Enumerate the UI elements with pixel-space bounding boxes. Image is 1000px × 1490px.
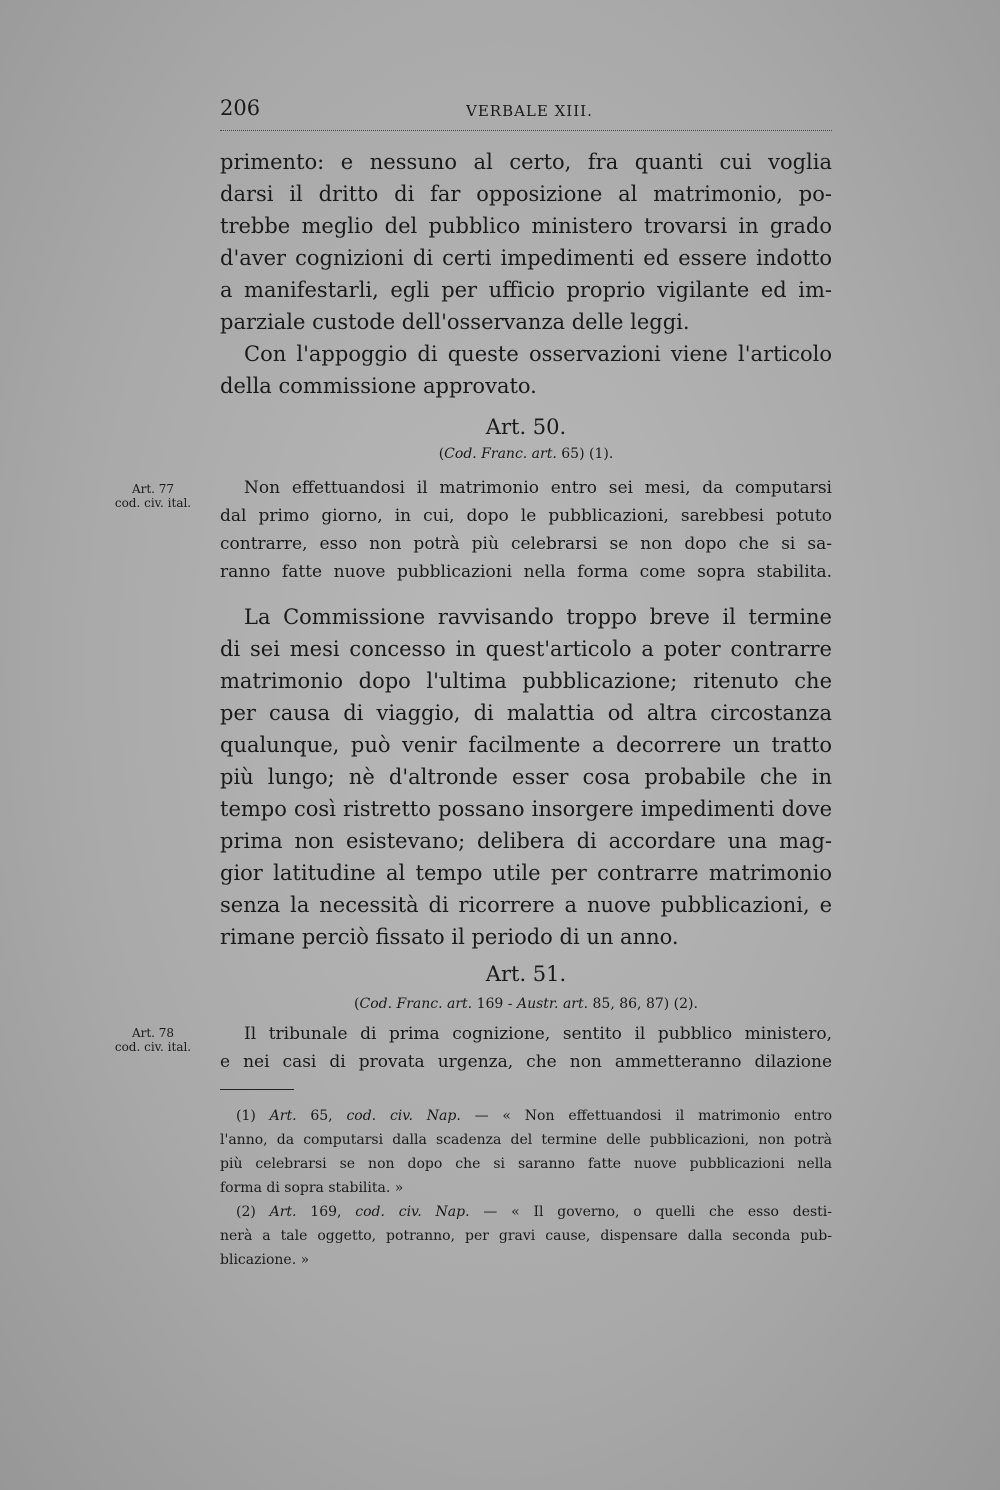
- body-line: d'aver cognizioni di certi impedimenti ed essere indotto: [220, 246, 832, 270]
- article-reference: (Cod. Franc. art. 65) (1).: [438, 446, 614, 462]
- article-text-line: dal primo giorno, in cui, dopo le pubblicazioni, sarebbesi potuto: [220, 506, 832, 526]
- article-text-line: e nei casi di provata urgenza, che non ammetteranno dilazione: [220, 1052, 832, 1072]
- footnote-line: nerà a tale oggetto, potranno, per gravi cause, dispensare dalla seconda pub-: [220, 1228, 832, 1244]
- body-line: rimane perciò fissato il periodo di un anno.: [220, 925, 679, 949]
- body-line: di sei mesi concesso in quest'articolo a poter contrarre: [220, 637, 832, 661]
- article-heading: Art. 50.: [485, 415, 567, 439]
- footnote-line: (2) Art. 169, cod. civ. Nap. — « Il governo, o quelli che esso desti-: [236, 1204, 833, 1220]
- footnote-line: (1) Art. 65, cod. civ. Nap. — « Non effettuandosi il matrimonio entro: [236, 1108, 833, 1124]
- body-line: a manifestarli, egli per ufficio proprio vigilante ed im-: [220, 278, 832, 302]
- body-line: gior latitudine al tempo utile per contrarre matrimonio: [220, 861, 832, 885]
- footnote-divider: [220, 1089, 294, 1090]
- running-title: VERBALE XIII.: [466, 102, 593, 120]
- body-line: tempo così ristretto possano insorgere impedimenti dove: [220, 797, 832, 821]
- article-text-line: Il tribunale di prima cognizione, sentito il pubblico ministero,: [244, 1024, 832, 1044]
- article-heading: Art. 51.: [485, 962, 567, 986]
- margin-note: Art. 78 cod. civ. ital.: [114, 1026, 192, 1054]
- body-line: Con l'appoggio di queste osservazioni viene l'articolo: [244, 342, 832, 366]
- body-line: più lungo; nè d'altronde esser cosa probabile che in: [220, 765, 832, 789]
- page-number: 206: [220, 96, 261, 120]
- body-line: qualunque, può venir facilmente a decorrere un tratto: [220, 733, 832, 757]
- page-header: [220, 96, 832, 131]
- body-line: parziale custode dell'osservanza delle leggi.: [220, 310, 690, 334]
- article-text-line: ranno fatte nuove pubblicazioni nella forma come sopra stabilita.: [220, 562, 832, 582]
- body-line: della commissione approvato.: [220, 374, 537, 398]
- body-line: per causa di viaggio, di malattia od altra circostanza: [220, 701, 832, 725]
- body-line: matrimonio dopo l'ultima pubblicazione; ritenuto che: [220, 669, 832, 693]
- body-line: prima non esistevano; delibera di accordare una mag-: [220, 829, 832, 853]
- footnote-line: l'anno, da computarsi dalla scadenza del termine delle pubblicazioni, non potrà: [220, 1132, 832, 1148]
- footnote-line: blicazione. »: [220, 1252, 310, 1268]
- body-line: senza la necessità di ricorrere a nuove pubblicazioni, e: [220, 893, 832, 917]
- body-line: trebbe meglio del pubblico ministero trovarsi in grado: [220, 214, 832, 238]
- body-line: darsi il dritto di far opposizione al matrimonio, po-: [220, 182, 832, 206]
- article-text-line: Non effettuandosi il matrimonio entro sei mesi, da computarsi: [244, 478, 832, 498]
- margin-note: Art. 77 cod. civ. ital.: [114, 482, 192, 510]
- body-line: La Commissione ravvisando troppo breve il termine: [244, 605, 832, 629]
- article-reference: (Cod. Franc. art. 169 - Austr. art. 85, 86, 87) (2).: [354, 996, 698, 1012]
- footnote-line: forma di sopra stabilita. »: [220, 1180, 404, 1196]
- footnote-line: più celebrarsi se non dopo che si saranno fatte nuove pubblicazioni nella: [220, 1156, 832, 1172]
- article-text-line: contrarre, esso non potrà più celebrarsi se non dopo che si sa-: [220, 534, 832, 554]
- body-line: primento: e nessuno al certo, fra quanti cui voglia: [220, 150, 832, 174]
